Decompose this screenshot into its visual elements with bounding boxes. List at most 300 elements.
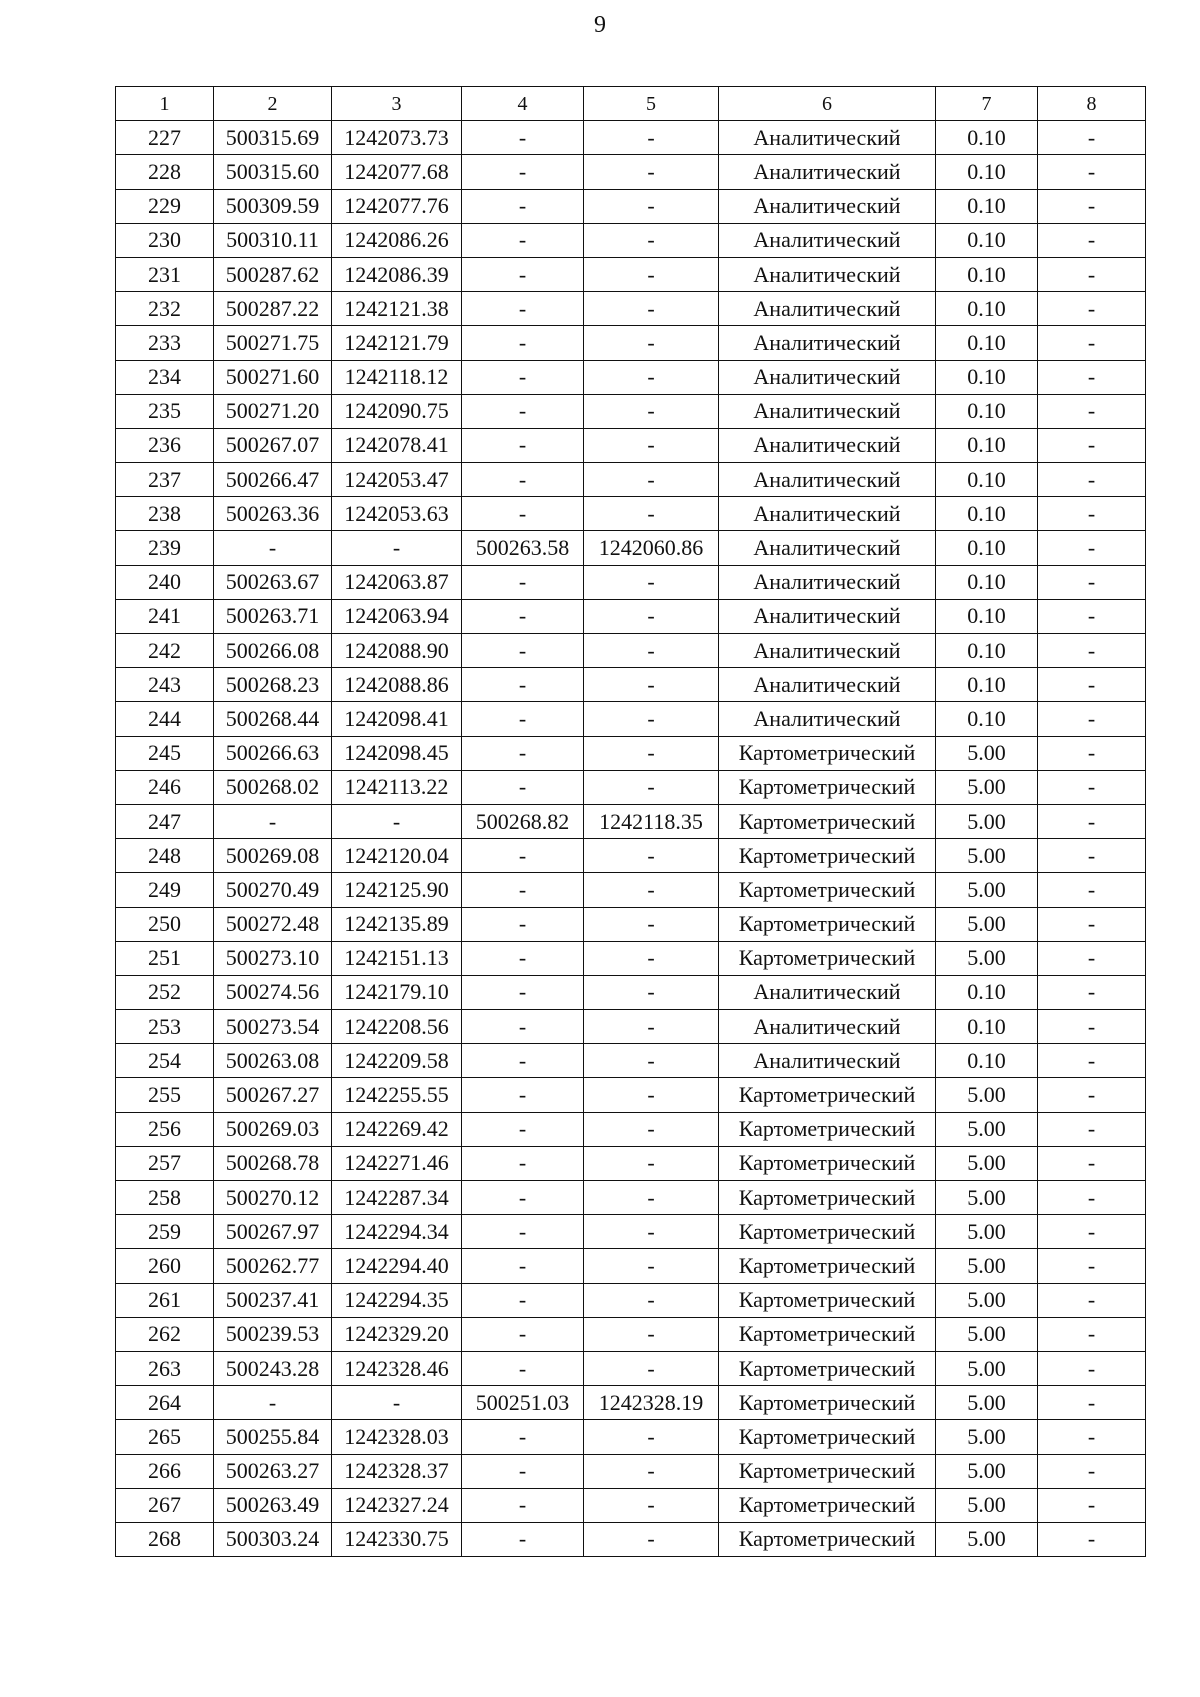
method-cell: Картометрический	[719, 839, 936, 873]
column-header-6: 6	[719, 87, 936, 121]
method-cell: Аналитический	[719, 634, 936, 668]
y-coordinate-cell: 1242073.73	[332, 121, 462, 155]
x-new-coordinate-cell: -	[462, 1420, 584, 1454]
method-cell: Картометрический	[719, 873, 936, 907]
x-new-coordinate-cell: -	[462, 839, 584, 873]
y-coordinate-cell: 1242098.41	[332, 702, 462, 736]
x-coordinate-cell: 500266.63	[214, 736, 332, 770]
accuracy-cell: 5.00	[936, 804, 1038, 838]
x-coordinate-cell: 500263.27	[214, 1454, 332, 1488]
x-new-coordinate-cell: -	[462, 326, 584, 360]
point-number-cell: 230	[116, 223, 214, 257]
point-number-cell: 246	[116, 770, 214, 804]
x-coordinate-cell: 500271.20	[214, 394, 332, 428]
table-row	[116, 1044, 1146, 1078]
x-new-coordinate-cell: -	[462, 394, 584, 428]
x-coordinate-cell: 500267.27	[214, 1078, 332, 1112]
y-new-coordinate-cell: -	[584, 1420, 719, 1454]
accuracy-cell: 5.00	[936, 1249, 1038, 1283]
point-number-cell: 250	[116, 907, 214, 941]
y-coordinate-cell: 1242294.34	[332, 1215, 462, 1249]
y-coordinate-cell: 1242294.35	[332, 1283, 462, 1317]
note-cell: -	[1038, 1420, 1146, 1454]
x-new-coordinate-cell: -	[462, 428, 584, 462]
x-coordinate-cell: 500267.07	[214, 428, 332, 462]
y-new-coordinate-cell: -	[584, 155, 719, 189]
method-cell: Аналитический	[719, 463, 936, 497]
note-cell: -	[1038, 497, 1146, 531]
table-row	[116, 1078, 1146, 1112]
note-cell: -	[1038, 326, 1146, 360]
accuracy-cell: 0.10	[936, 531, 1038, 565]
accuracy-cell: 0.10	[936, 428, 1038, 462]
y-new-coordinate-cell: -	[584, 1044, 719, 1078]
table-row	[116, 1454, 1146, 1488]
x-new-coordinate-cell: -	[462, 1044, 584, 1078]
x-coordinate-cell: 500237.41	[214, 1283, 332, 1317]
point-number-cell: 233	[116, 326, 214, 360]
y-new-coordinate-cell: -	[584, 497, 719, 531]
y-new-coordinate-cell: -	[584, 360, 719, 394]
point-number-cell: 256	[116, 1112, 214, 1146]
method-cell: Аналитический	[719, 1044, 936, 1078]
accuracy-cell: 0.10	[936, 668, 1038, 702]
table-row	[116, 873, 1146, 907]
x-coordinate-cell: 500271.60	[214, 360, 332, 394]
accuracy-cell: 0.10	[936, 257, 1038, 291]
table-row	[116, 1146, 1146, 1180]
y-coordinate-cell: 1242255.55	[332, 1078, 462, 1112]
y-coordinate-cell: 1242118.12	[332, 360, 462, 394]
accuracy-cell: 5.00	[936, 1078, 1038, 1112]
x-new-coordinate-cell: -	[462, 1488, 584, 1522]
method-cell: Аналитический	[719, 257, 936, 291]
method-cell: Аналитический	[719, 121, 936, 155]
y-coordinate-cell: 1242078.41	[332, 428, 462, 462]
y-coordinate-cell: 1242113.22	[332, 770, 462, 804]
y-coordinate-cell: 1242287.34	[332, 1181, 462, 1215]
accuracy-cell: 0.10	[936, 1044, 1038, 1078]
x-new-coordinate-cell: -	[462, 873, 584, 907]
accuracy-cell: 5.00	[936, 907, 1038, 941]
y-new-coordinate-cell: -	[584, 326, 719, 360]
x-new-coordinate-cell: -	[462, 565, 584, 599]
accuracy-cell: 5.00	[936, 1317, 1038, 1351]
y-new-coordinate-cell: -	[584, 907, 719, 941]
y-new-coordinate-cell: 1242328.19	[584, 1386, 719, 1420]
method-cell: Картометрический	[719, 941, 936, 975]
table-row	[116, 1420, 1146, 1454]
note-cell: -	[1038, 804, 1146, 838]
accuracy-cell: 0.10	[936, 702, 1038, 736]
y-coordinate-cell: 1242179.10	[332, 975, 462, 1009]
point-number-cell: 263	[116, 1351, 214, 1385]
table-row	[116, 121, 1146, 155]
method-cell: Аналитический	[719, 1010, 936, 1044]
method-cell: Картометрический	[719, 1386, 936, 1420]
note-cell: -	[1038, 634, 1146, 668]
accuracy-cell: 0.10	[936, 394, 1038, 428]
table-row	[116, 360, 1146, 394]
point-number-cell: 235	[116, 394, 214, 428]
table-row	[116, 1249, 1146, 1283]
note-cell: -	[1038, 1112, 1146, 1146]
x-new-coordinate-cell: -	[462, 155, 584, 189]
x-coordinate-cell: 500263.67	[214, 565, 332, 599]
y-new-coordinate-cell: -	[584, 463, 719, 497]
x-coordinate-cell: 500263.71	[214, 599, 332, 633]
method-cell: Аналитический	[719, 189, 936, 223]
table-row	[116, 189, 1146, 223]
y-new-coordinate-cell: -	[584, 223, 719, 257]
point-number-cell: 229	[116, 189, 214, 223]
y-new-coordinate-cell: -	[584, 1283, 719, 1317]
note-cell: -	[1038, 1351, 1146, 1385]
y-new-coordinate-cell: -	[584, 1488, 719, 1522]
note-cell: -	[1038, 668, 1146, 702]
point-number-cell: 238	[116, 497, 214, 531]
point-number-cell: 251	[116, 941, 214, 975]
accuracy-cell: 5.00	[936, 1283, 1038, 1317]
point-number-cell: 240	[116, 565, 214, 599]
x-coordinate-cell: 500243.28	[214, 1351, 332, 1385]
point-number-cell: 262	[116, 1317, 214, 1351]
point-number-cell: 245	[116, 736, 214, 770]
table-row	[116, 565, 1146, 599]
x-coordinate-cell: 500303.24	[214, 1522, 332, 1556]
x-new-coordinate-cell: -	[462, 257, 584, 291]
note-cell: -	[1038, 839, 1146, 873]
method-cell: Аналитический	[719, 599, 936, 633]
x-coordinate-cell: 500315.60	[214, 155, 332, 189]
y-new-coordinate-cell: -	[584, 770, 719, 804]
x-new-coordinate-cell: -	[462, 1317, 584, 1351]
column-header-5: 5	[584, 87, 719, 121]
x-coordinate-cell: 500315.69	[214, 121, 332, 155]
point-number-cell: 265	[116, 1420, 214, 1454]
x-new-coordinate-cell: -	[462, 292, 584, 326]
accuracy-cell: 0.10	[936, 497, 1038, 531]
y-new-coordinate-cell: -	[584, 975, 719, 1009]
accuracy-cell: 5.00	[936, 1454, 1038, 1488]
point-number-cell: 247	[116, 804, 214, 838]
table-row	[116, 1215, 1146, 1249]
note-cell: -	[1038, 463, 1146, 497]
x-coordinate-cell: 500273.10	[214, 941, 332, 975]
x-coordinate-cell: 500270.49	[214, 873, 332, 907]
method-cell: Аналитический	[719, 531, 936, 565]
x-new-coordinate-cell: -	[462, 1215, 584, 1249]
point-number-cell: 266	[116, 1454, 214, 1488]
note-cell: -	[1038, 1078, 1146, 1112]
table-row	[116, 1488, 1146, 1522]
note-cell: -	[1038, 1215, 1146, 1249]
table-row	[116, 1522, 1146, 1556]
point-number-cell: 231	[116, 257, 214, 291]
x-coordinate-cell: 500266.08	[214, 634, 332, 668]
x-new-coordinate-cell: -	[462, 907, 584, 941]
y-coordinate-cell: 1242135.89	[332, 907, 462, 941]
x-coordinate-cell: 500271.75	[214, 326, 332, 360]
method-cell: Аналитический	[719, 155, 936, 189]
y-coordinate-cell: 1242053.63	[332, 497, 462, 531]
y-new-coordinate-cell: -	[584, 565, 719, 599]
note-cell: -	[1038, 360, 1146, 394]
column-header-7: 7	[936, 87, 1038, 121]
x-new-coordinate-cell: -	[462, 1522, 584, 1556]
note-cell: -	[1038, 1386, 1146, 1420]
column-header-8: 8	[1038, 87, 1146, 121]
accuracy-cell: 0.10	[936, 223, 1038, 257]
note-cell: -	[1038, 770, 1146, 804]
accuracy-cell: 5.00	[936, 873, 1038, 907]
y-coordinate-cell: 1242125.90	[332, 873, 462, 907]
y-new-coordinate-cell: -	[584, 599, 719, 633]
method-cell: Картометрический	[719, 1522, 936, 1556]
note-cell: -	[1038, 394, 1146, 428]
column-header-3: 3	[332, 87, 462, 121]
y-coordinate-cell: 1242088.86	[332, 668, 462, 702]
point-number-cell: 232	[116, 292, 214, 326]
note-cell: -	[1038, 1522, 1146, 1556]
y-new-coordinate-cell: -	[584, 1249, 719, 1283]
table-row	[116, 975, 1146, 1009]
table-row	[116, 839, 1146, 873]
table-row	[116, 531, 1146, 565]
x-new-coordinate-cell: 500251.03	[462, 1386, 584, 1420]
y-coordinate-cell: 1242121.79	[332, 326, 462, 360]
x-new-coordinate-cell: 500263.58	[462, 531, 584, 565]
y-new-coordinate-cell: -	[584, 668, 719, 702]
y-coordinate-cell: 1242327.24	[332, 1488, 462, 1522]
table-row	[116, 1010, 1146, 1044]
accuracy-cell: 5.00	[936, 941, 1038, 975]
x-new-coordinate-cell: -	[462, 1112, 584, 1146]
accuracy-cell: 5.00	[936, 1181, 1038, 1215]
x-coordinate-cell: -	[214, 1386, 332, 1420]
method-cell: Картометрический	[719, 1249, 936, 1283]
x-coordinate-cell: 500268.78	[214, 1146, 332, 1180]
x-coordinate-cell: -	[214, 531, 332, 565]
y-new-coordinate-cell: -	[584, 736, 719, 770]
point-number-cell: 259	[116, 1215, 214, 1249]
point-number-cell: 244	[116, 702, 214, 736]
y-coordinate-cell: 1242329.20	[332, 1317, 462, 1351]
method-cell: Картометрический	[719, 770, 936, 804]
method-cell: Картометрический	[719, 1215, 936, 1249]
method-cell: Картометрический	[719, 1181, 936, 1215]
y-new-coordinate-cell: -	[584, 1146, 719, 1180]
x-coordinate-cell: 500262.77	[214, 1249, 332, 1283]
page-number: 9	[594, 12, 606, 38]
note-cell: -	[1038, 292, 1146, 326]
table-row	[116, 463, 1146, 497]
y-coordinate-cell: 1242269.42	[332, 1112, 462, 1146]
method-cell: Аналитический	[719, 668, 936, 702]
x-coordinate-cell: 500268.02	[214, 770, 332, 804]
table-row	[116, 428, 1146, 462]
y-coordinate-cell: 1242063.94	[332, 599, 462, 633]
method-cell: Картометрический	[719, 1488, 936, 1522]
x-coordinate-cell: 500274.56	[214, 975, 332, 1009]
accuracy-cell: 0.10	[936, 121, 1038, 155]
x-coordinate-cell: 500263.36	[214, 497, 332, 531]
note-cell: -	[1038, 599, 1146, 633]
y-new-coordinate-cell: -	[584, 394, 719, 428]
x-coordinate-cell: 500268.23	[214, 668, 332, 702]
y-new-coordinate-cell: -	[584, 121, 719, 155]
accuracy-cell: 0.10	[936, 1010, 1038, 1044]
table-row	[116, 907, 1146, 941]
accuracy-cell: 5.00	[936, 736, 1038, 770]
note-cell: -	[1038, 1317, 1146, 1351]
x-coordinate-cell: 500268.44	[214, 702, 332, 736]
table-row	[116, 326, 1146, 360]
y-new-coordinate-cell: -	[584, 1181, 719, 1215]
note-cell: -	[1038, 702, 1146, 736]
method-cell: Картометрический	[719, 804, 936, 838]
method-cell: Картометрический	[719, 907, 936, 941]
y-coordinate-cell: 1242294.40	[332, 1249, 462, 1283]
y-coordinate-cell: 1242121.38	[332, 292, 462, 326]
method-cell: Картометрический	[719, 1078, 936, 1112]
accuracy-cell: 0.10	[936, 189, 1038, 223]
y-coordinate-cell: 1242151.13	[332, 941, 462, 975]
y-new-coordinate-cell: -	[584, 292, 719, 326]
table-row	[116, 1351, 1146, 1385]
column-header-1: 1	[116, 87, 214, 121]
y-coordinate-cell: 1242098.45	[332, 736, 462, 770]
accuracy-cell: 0.10	[936, 292, 1038, 326]
point-number-cell: 227	[116, 121, 214, 155]
point-number-cell: 261	[116, 1283, 214, 1317]
y-new-coordinate-cell: -	[584, 1351, 719, 1385]
x-coordinate-cell: 500266.47	[214, 463, 332, 497]
point-number-cell: 249	[116, 873, 214, 907]
method-cell: Аналитический	[719, 428, 936, 462]
x-new-coordinate-cell: -	[462, 736, 584, 770]
accuracy-cell: 5.00	[936, 770, 1038, 804]
point-number-cell: 255	[116, 1078, 214, 1112]
method-cell: Картометрический	[719, 1146, 936, 1180]
method-cell: Аналитический	[719, 394, 936, 428]
y-coordinate-cell: 1242086.39	[332, 257, 462, 291]
point-number-cell: 241	[116, 599, 214, 633]
x-coordinate-cell: 500239.53	[214, 1317, 332, 1351]
table-row	[116, 497, 1146, 531]
accuracy-cell: 5.00	[936, 1146, 1038, 1180]
table-row	[116, 155, 1146, 189]
column-header-2: 2	[214, 87, 332, 121]
x-coordinate-cell: 500263.49	[214, 1488, 332, 1522]
point-number-cell: 260	[116, 1249, 214, 1283]
y-new-coordinate-cell: -	[584, 702, 719, 736]
point-number-cell: 264	[116, 1386, 214, 1420]
table-row	[116, 770, 1146, 804]
y-new-coordinate-cell: -	[584, 873, 719, 907]
y-coordinate-cell: 1242086.26	[332, 223, 462, 257]
y-new-coordinate-cell: 1242118.35	[584, 804, 719, 838]
accuracy-cell: 0.10	[936, 463, 1038, 497]
point-number-cell: 254	[116, 1044, 214, 1078]
note-cell: -	[1038, 155, 1146, 189]
note-cell: -	[1038, 428, 1146, 462]
note-cell: -	[1038, 941, 1146, 975]
x-coordinate-cell: 500255.84	[214, 1420, 332, 1454]
table-row	[116, 702, 1146, 736]
note-cell: -	[1038, 873, 1146, 907]
note-cell: -	[1038, 223, 1146, 257]
note-cell: -	[1038, 121, 1146, 155]
method-cell: Аналитический	[719, 702, 936, 736]
x-coordinate-cell: 500267.97	[214, 1215, 332, 1249]
table-row	[116, 1386, 1146, 1420]
table-row	[116, 1317, 1146, 1351]
note-cell: -	[1038, 907, 1146, 941]
y-new-coordinate-cell: -	[584, 1317, 719, 1351]
y-coordinate-cell: 1242208.56	[332, 1010, 462, 1044]
point-number-cell: 237	[116, 463, 214, 497]
x-new-coordinate-cell: 500268.82	[462, 804, 584, 838]
method-cell: Картометрический	[719, 1283, 936, 1317]
table-row	[116, 736, 1146, 770]
y-coordinate-cell: -	[332, 1386, 462, 1420]
y-coordinate-cell: 1242330.75	[332, 1522, 462, 1556]
method-cell: Картометрический	[719, 1351, 936, 1385]
accuracy-cell: 5.00	[936, 1420, 1038, 1454]
y-coordinate-cell: 1242271.46	[332, 1146, 462, 1180]
x-new-coordinate-cell: -	[462, 1146, 584, 1180]
point-number-cell: 268	[116, 1522, 214, 1556]
x-new-coordinate-cell: -	[462, 1351, 584, 1385]
method-cell: Аналитический	[719, 497, 936, 531]
method-cell: Картометрический	[719, 1454, 936, 1488]
y-new-coordinate-cell: -	[584, 428, 719, 462]
note-cell: -	[1038, 1283, 1146, 1317]
note-cell: -	[1038, 565, 1146, 599]
note-cell: -	[1038, 257, 1146, 291]
point-number-cell: 258	[116, 1181, 214, 1215]
note-cell: -	[1038, 1146, 1146, 1180]
point-number-cell: 236	[116, 428, 214, 462]
x-coordinate-cell: 500287.62	[214, 257, 332, 291]
y-new-coordinate-cell: -	[584, 257, 719, 291]
method-cell: Аналитический	[719, 223, 936, 257]
point-number-cell: 252	[116, 975, 214, 1009]
x-new-coordinate-cell: -	[462, 599, 584, 633]
x-coordinate-cell: 500269.08	[214, 839, 332, 873]
note-cell: -	[1038, 189, 1146, 223]
y-new-coordinate-cell: -	[584, 839, 719, 873]
y-coordinate-cell: 1242120.04	[332, 839, 462, 873]
y-coordinate-cell: -	[332, 804, 462, 838]
x-new-coordinate-cell: -	[462, 1283, 584, 1317]
x-coordinate-cell: 500272.48	[214, 907, 332, 941]
point-number-cell: 248	[116, 839, 214, 873]
x-new-coordinate-cell: -	[462, 1249, 584, 1283]
accuracy-cell: 5.00	[936, 1386, 1038, 1420]
accuracy-cell: 0.10	[936, 599, 1038, 633]
y-coordinate-cell: 1242328.37	[332, 1454, 462, 1488]
y-new-coordinate-cell: -	[584, 189, 719, 223]
accuracy-cell: 0.10	[936, 326, 1038, 360]
note-cell: -	[1038, 1454, 1146, 1488]
point-number-cell: 253	[116, 1010, 214, 1044]
note-cell: -	[1038, 975, 1146, 1009]
x-coordinate-cell: 500273.54	[214, 1010, 332, 1044]
x-coordinate-cell: 500263.08	[214, 1044, 332, 1078]
y-new-coordinate-cell: 1242060.86	[584, 531, 719, 565]
